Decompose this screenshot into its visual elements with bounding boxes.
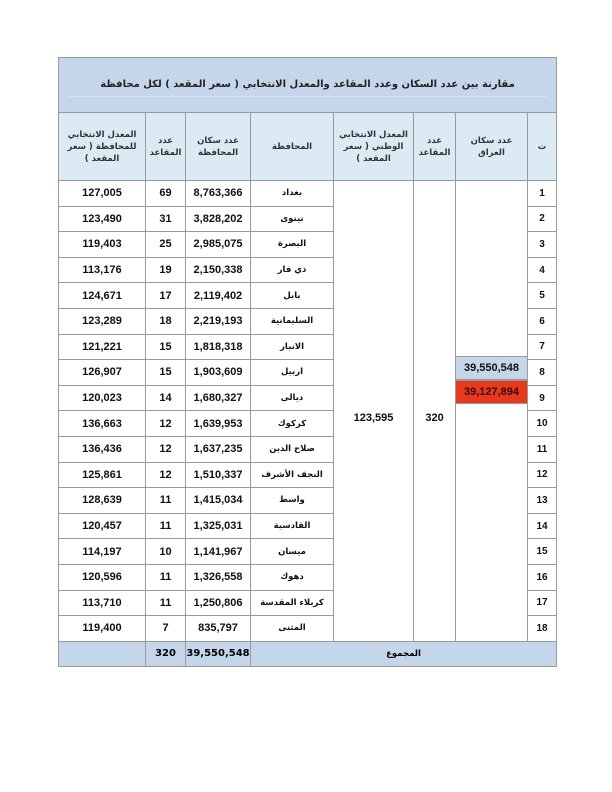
governorate-rate: 120,023 [59, 385, 146, 411]
governorate-population: 1,325,031 [186, 513, 251, 539]
row-index: 14 [528, 513, 557, 539]
governorate-rate: 114,197 [59, 539, 146, 565]
governorate-seats: 7 [146, 616, 186, 642]
row-index: 15 [528, 539, 557, 565]
governorate-seats: 11 [146, 564, 186, 590]
header-index: ت [528, 113, 557, 181]
governorate-population: 1,326,558 [186, 564, 251, 590]
governorate-rate: 136,663 [59, 411, 146, 437]
governorate-rate: 126,907 [59, 360, 146, 386]
governorate-name: ديالى [251, 385, 334, 411]
governorate-seats: 17 [146, 283, 186, 309]
governorate-rate: 119,400 [59, 616, 146, 642]
governorate-population: 2,150,338 [186, 257, 251, 283]
governorate-name: القادسية [251, 513, 334, 539]
governorate-rate: 127,005 [59, 181, 146, 207]
footer-total-rate [59, 641, 146, 666]
governorate-rate: 125,861 [59, 462, 146, 488]
row-index: 3 [528, 232, 557, 258]
governorate-population: 1,141,967 [186, 539, 251, 565]
governorate-name: دهوك [251, 564, 334, 590]
governorate-population: 8,763,366 [186, 181, 251, 207]
governorate-population: 1,637,235 [186, 436, 251, 462]
governorate-rate: 113,176 [59, 257, 146, 283]
header-row [59, 113, 557, 181]
governorate-name: بابل [251, 283, 334, 309]
governorate-seats: 11 [146, 513, 186, 539]
governorate-name: كربلاء المقدسة [251, 590, 334, 616]
row-index: 18 [528, 616, 557, 642]
governorate-population: 1,818,318 [186, 334, 251, 360]
table-row [59, 181, 557, 207]
governorate-rate: 119,403 [59, 232, 146, 258]
governorate-rate: 121,221 [59, 334, 146, 360]
row-index: 16 [528, 564, 557, 590]
header-iraq-population: عدد سكان العراق [456, 113, 528, 181]
row-index: 10 [528, 411, 557, 437]
governorate-rate: 123,490 [59, 206, 146, 232]
governorate-name: واسط [251, 488, 334, 514]
governorate-population: 1,680,327 [186, 385, 251, 411]
governorate-seats: 10 [146, 539, 186, 565]
row-index: 8 [528, 360, 557, 386]
governorate-name: اربيل [251, 360, 334, 386]
governorate-seats: 11 [146, 488, 186, 514]
footer-label: المجموع [251, 641, 557, 666]
governorate-population: 2,985,075 [186, 232, 251, 258]
header-gov-rate: المعدل الانتخابي للمحافظة ( سعر المقعد ) [59, 113, 146, 181]
governorate-population: 2,219,193 [186, 308, 251, 334]
row-index: 7 [528, 334, 557, 360]
governorate-population: 1,250,806 [186, 590, 251, 616]
iraq-population-value: 39,550,548 [456, 356, 528, 380]
header-national-rate: المعدل الانتخابي الوطني ( سعر المقعد ) [334, 113, 414, 181]
row-index: 17 [528, 590, 557, 616]
row-index: 13 [528, 488, 557, 514]
governorate-seats: 15 [146, 360, 186, 386]
governorate-seats: 19 [146, 257, 186, 283]
header-seats: عدد المقاعد [414, 113, 456, 181]
footer-total-population: 39,550,548 [186, 641, 251, 666]
governorate-rate: 120,457 [59, 513, 146, 539]
total-seats-merged [414, 181, 456, 642]
governorate-population: 835,797 [186, 616, 251, 642]
governorate-name: ميسان [251, 539, 334, 565]
governorate-name: الانبار [251, 334, 334, 360]
governorate-population: 3,828,202 [186, 206, 251, 232]
row-index: 9 [528, 385, 557, 411]
national-rate-value: 123,595 [353, 411, 394, 424]
header-gov-population: عدد سكان المحافظة [186, 113, 251, 181]
iraq-population-cell [456, 181, 528, 642]
row-index: 11 [528, 436, 557, 462]
governorate-seats: 31 [146, 206, 186, 232]
governorate-seats: 12 [146, 411, 186, 437]
total-seats-value: 320 [425, 411, 444, 424]
governorate-seats: 14 [146, 385, 186, 411]
header-gov-seats: عدد المقاعد [146, 113, 186, 181]
comparison-table [58, 57, 557, 667]
governorate-name: نينوى [251, 206, 334, 232]
table-title-cell [59, 58, 557, 113]
footer-row [59, 641, 557, 666]
governorate-name: كركوك [251, 411, 334, 437]
governorate-population: 1,415,034 [186, 488, 251, 514]
governorate-population: 1,510,337 [186, 462, 251, 488]
governorate-population: 2,119,402 [186, 283, 251, 309]
governorate-name: البصرة [251, 232, 334, 258]
governorate-seats: 69 [146, 181, 186, 207]
governorate-name: السليمانية [251, 308, 334, 334]
row-index: 12 [528, 462, 557, 488]
iraq-population-alt-value: 39,127,894 [456, 380, 528, 404]
row-index: 5 [528, 283, 557, 309]
governorate-name: ذي قار [251, 257, 334, 283]
table-title: مقارنة بين عدد السكان وعدد المقاعد والمعدل الانتخابي ( سعر المقعد ) لكل محافظة [67, 73, 548, 97]
governorate-seats: 25 [146, 232, 186, 258]
row-index: 1 [528, 181, 557, 207]
governorate-population: 1,903,609 [186, 360, 251, 386]
governorate-name: صلاح الدين [251, 436, 334, 462]
governorate-rate: 120,596 [59, 564, 146, 590]
governorate-population: 1,639,953 [186, 411, 251, 437]
governorate-rate: 136,436 [59, 436, 146, 462]
footer-total-seats: 320 [146, 641, 186, 666]
row-index: 6 [528, 308, 557, 334]
governorate-name: بغداد [251, 181, 334, 207]
governorate-rate: 123,289 [59, 308, 146, 334]
governorate-rate: 113,710 [59, 590, 146, 616]
governorate-rate: 128,639 [59, 488, 146, 514]
governorate-seats: 12 [146, 436, 186, 462]
row-index: 2 [528, 206, 557, 232]
row-index: 4 [528, 257, 557, 283]
governorate-seats: 18 [146, 308, 186, 334]
governorate-name: المثنى [251, 616, 334, 642]
national-rate-merged [334, 181, 414, 642]
header-governorate: المحافظة [251, 113, 334, 181]
governorate-seats: 11 [146, 590, 186, 616]
governorate-name: النجف الأشرف [251, 462, 334, 488]
governorate-seats: 12 [146, 462, 186, 488]
governorate-seats: 15 [146, 334, 186, 360]
governorate-rate: 124,671 [59, 283, 146, 309]
iraq-population-stack [456, 356, 527, 404]
